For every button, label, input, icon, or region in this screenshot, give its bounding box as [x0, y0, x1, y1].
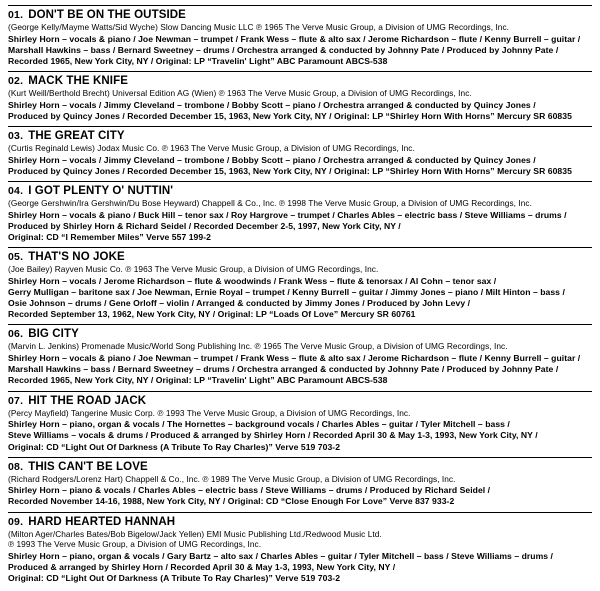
personnel-line: Gerry Mulligan – baritone sax / Joe Newman, Ernie Royal – trumpet / Kenny Burrell – guitar / Jimmy Jones – piano / Milt Hinton – bass /	[8, 286, 565, 297]
track-credit	[8, 408, 592, 419]
track-credit	[8, 88, 592, 99]
track-listing-item	[8, 181, 592, 247]
credit-line: ℗ 1993 The Verve Music Group, a Division of UMG Recordings, Inc.	[8, 539, 262, 550]
track-title-row	[8, 130, 592, 142]
track-personnel	[8, 155, 592, 177]
credit-line: (Joe Bailey) Rayven Music Co. ℗ 1963 The Verve Music Group, a Division of UMG Recordings, Inc.	[8, 264, 379, 275]
track-title-row	[8, 185, 592, 197]
personnel-line: Produced by Quincy Jones / Recorded December 15, 1963, New York City, NY / Original: LP “Shirley Horn With Horns” Mercury SR 60835	[8, 165, 572, 176]
credit-line: (Kurt Weill/Berthold Brecht) Universal Edition AG (Wien) ℗ 1963 The Verve Music Group, a Division of UMG Recordings, Inc.	[8, 88, 472, 99]
track-title-row	[8, 395, 592, 407]
track-personnel	[8, 419, 592, 453]
track-personnel	[8, 551, 592, 585]
track-number: 08.	[8, 460, 24, 473]
credit-line: (Percy Mayfield) Tangerine Music Corp. ℗ 1993 The Verve Music Group, a Division of UMG Recordings, Inc.	[8, 407, 411, 418]
personnel-line: Shirley Horn – piano, organ & vocals / Gary Bartz – alto sax / Charles Ables – guitar / Tyler Mitchell – bass / Steve Williams – drums /	[8, 550, 553, 561]
track-title-row	[8, 9, 592, 21]
track-listing-item	[8, 247, 592, 324]
track-number: 04.	[8, 185, 24, 198]
track-credit	[8, 264, 592, 275]
personnel-line: Produced by Shirley Horn & Richard Seidel / Recorded December 2-5, 1997, New York City, NY /	[8, 220, 401, 231]
track-personnel	[8, 485, 592, 507]
track-title-row	[8, 461, 592, 473]
track-listing-item	[8, 5, 592, 71]
personnel-line: Osie Johnson – drums / Gene Orloff – violin / Arranged & conducted by Jimmy Jones / Produced by John Levy /	[8, 298, 471, 309]
track-personnel	[8, 34, 592, 68]
track-number: 06.	[8, 328, 24, 341]
track-personnel	[8, 210, 592, 244]
track-number: 07.	[8, 394, 24, 407]
track-number: 02.	[8, 75, 24, 88]
track-listing-item	[8, 324, 592, 390]
personnel-line: Shirley Horn – vocals / Jimmy Cleveland – trombone / Bobby Scott – piano / Orchestra arranged & conducted by Quincy Jones /	[8, 154, 536, 165]
personnel-line: Produced by Quincy Jones / Recorded December 15, 1963, New York City, NY / Original: LP “Shirley Horn With Horns” Mercury SR 60835	[8, 110, 572, 121]
personnel-line: Shirley Horn – vocals / Jimmy Cleveland – trombone / Bobby Scott – piano / Orchestra arranged & conducted by Quincy Jones /	[8, 99, 536, 110]
credit-line: (Marvin L. Jenkins) Promenade Music/World Song Publishing Inc. ℗ 1965 The Verve Music Group, a Division of UMG Recordings, Inc.	[8, 341, 508, 352]
personnel-line: Marshall Hawkins – bass / Bernard Sweetney – drums / Orchestra arranged & conducted by Johnny Pate / Produced by Johnny Pate /	[8, 44, 559, 55]
track-title: THIS CAN'T BE LOVE	[28, 460, 148, 473]
track-credit	[8, 474, 592, 485]
track-credit	[8, 143, 592, 154]
personnel-line: Recorded 1965, New York City, NY / Original: LP “Travelin' Light” ABC Paramount ABCS-538	[8, 375, 388, 386]
personnel-line: Marshall Hawkins – bass / Bernard Sweetney – drums / Orchestra arranged & conducted by Johnny Pate / Produced by Johnny Pate /	[8, 364, 559, 375]
track-title: I GOT PLENTY O' NUTTIN'	[28, 185, 174, 198]
track-listing-item	[8, 71, 592, 126]
track-number: 03.	[8, 130, 24, 143]
track-listing-item	[8, 391, 592, 457]
personnel-line: Steve Williams – vocals & drums / Produced & arranged by Shirley Horn / Recorded April 30 & May 1-3, 1993, New York City, NY /	[8, 430, 538, 441]
track-credit	[8, 22, 592, 33]
personnel-line: Produced & arranged by Shirley Horn / Recorded April 30 & May 1-3, 1993, New York City, NY /	[8, 562, 396, 573]
personnel-line: Recorded 1965, New York City, NY / Original: LP “Travelin' Light” ABC Paramount ABCS-538	[8, 55, 388, 66]
track-title: HARD HEARTED HANNAH	[28, 515, 176, 528]
track-title-row	[8, 328, 592, 340]
track-title-row	[8, 516, 592, 528]
credit-line: (Richard Rodgers/Lorenz Hart) Chappell & Co., Inc. ℗ 1989 The Verve Music Group, a Division of UMG Recordings, Inc.	[8, 473, 456, 484]
track-title: DON'T BE ON THE OUTSIDE	[28, 9, 186, 21]
track-title-row	[8, 75, 592, 87]
personnel-line: Original: CD “Light Out Of Darkness (A Tribute To Ray Charles)” Verve 519 703-2	[8, 441, 341, 452]
credit-line: (Milton Ager/Charles Bates/Bob Bigelow/Jack Yellen) EMI Music Publishing Ltd./Redwood Music Ltd.	[8, 528, 382, 539]
track-title: THAT'S NO JOKE	[28, 251, 125, 264]
track-number: 05.	[8, 251, 24, 264]
personnel-line: Recorded September 13, 1962, New York City, NY / Original: LP “Loads Of Love” Mercury SR 60761	[8, 309, 416, 320]
personnel-line: Shirley Horn – vocals & piano / Joe Newman – trumpet / Frank Wess – flute & alto sax / Jerome Richardson – flute / Kenny Burrell – guitar /	[8, 33, 581, 44]
personnel-line: Recorded November 14-16, 1988, New York City, NY / Original: CD “Close Enough For Love” Verve 837 933-2	[8, 496, 455, 507]
personnel-line: Shirley Horn – piano & vocals / Charles Ables – electric bass / Steve Williams – drums / Produced by Richard Seidel /	[8, 485, 491, 496]
track-number: 01.	[8, 9, 24, 21]
track-listing-item	[8, 457, 592, 512]
track-personnel	[8, 100, 592, 122]
credit-line: (George Gershwin/Ira Gershwin/Du Bose Heyward) Chappell & Co., Inc. ℗ 1998 The Verve Music Group, a Division of UMG Recordings, Inc.	[8, 198, 532, 209]
track-credit	[8, 198, 592, 209]
personnel-line: Shirley Horn – vocals & piano / Buck Hill – tenor sax / Roy Hargrove – trumpet / Charles Ables – electric bass / Steve Williams – drums /	[8, 209, 567, 220]
personnel-line: Original: CD “I Remember Miles” Verve 557 199-2	[8, 231, 211, 242]
personnel-line: Shirley Horn – vocals & piano / Joe Newman – trumpet / Frank Wess – flute & alto sax / Jerome Richardson – flute / Kenny Burrell – guitar /	[8, 353, 581, 364]
track-listing-item	[8, 512, 592, 589]
track-title: BIG CITY	[28, 328, 79, 341]
track-title-row	[8, 251, 592, 263]
track-title: MACK THE KNIFE	[28, 75, 128, 88]
credit-line: (George Kelly/Mayme Watts/Sid Wyche) Slow Dancing Music LLC ℗ 1965 The Verve Music Group, a Division of UMG Recordings, Inc.	[8, 22, 510, 32]
personnel-line: Shirley Horn – vocals / Jerome Richardson – flute & woodwinds / Frank Wess – flute & tenorsax / Al Cohn – tenor sax /	[8, 275, 497, 286]
track-personnel	[8, 353, 592, 387]
track-listing-item	[8, 126, 592, 181]
personnel-line: Shirley Horn – piano, organ & vocals / The Hornettes – background vocals / Charles Ables – guitar / Tyler Mitchell – bass /	[8, 419, 510, 430]
track-title: THE GREAT CITY	[28, 130, 125, 143]
track-title: HIT THE ROAD JACK	[28, 394, 147, 407]
track-personnel	[8, 276, 592, 321]
credit-line: (Curtis Reginald Lewis) Jodax Music Co. ℗ 1963 The Verve Music Group, a Division of UMG Recordings, Inc.	[8, 143, 415, 154]
track-credit	[8, 341, 592, 352]
personnel-line: Original: CD “Light Out Of Darkness (A Tribute To Ray Charles)” Verve 519 703-2	[8, 573, 341, 584]
track-number: 09.	[8, 515, 24, 528]
track-credit	[8, 529, 592, 550]
